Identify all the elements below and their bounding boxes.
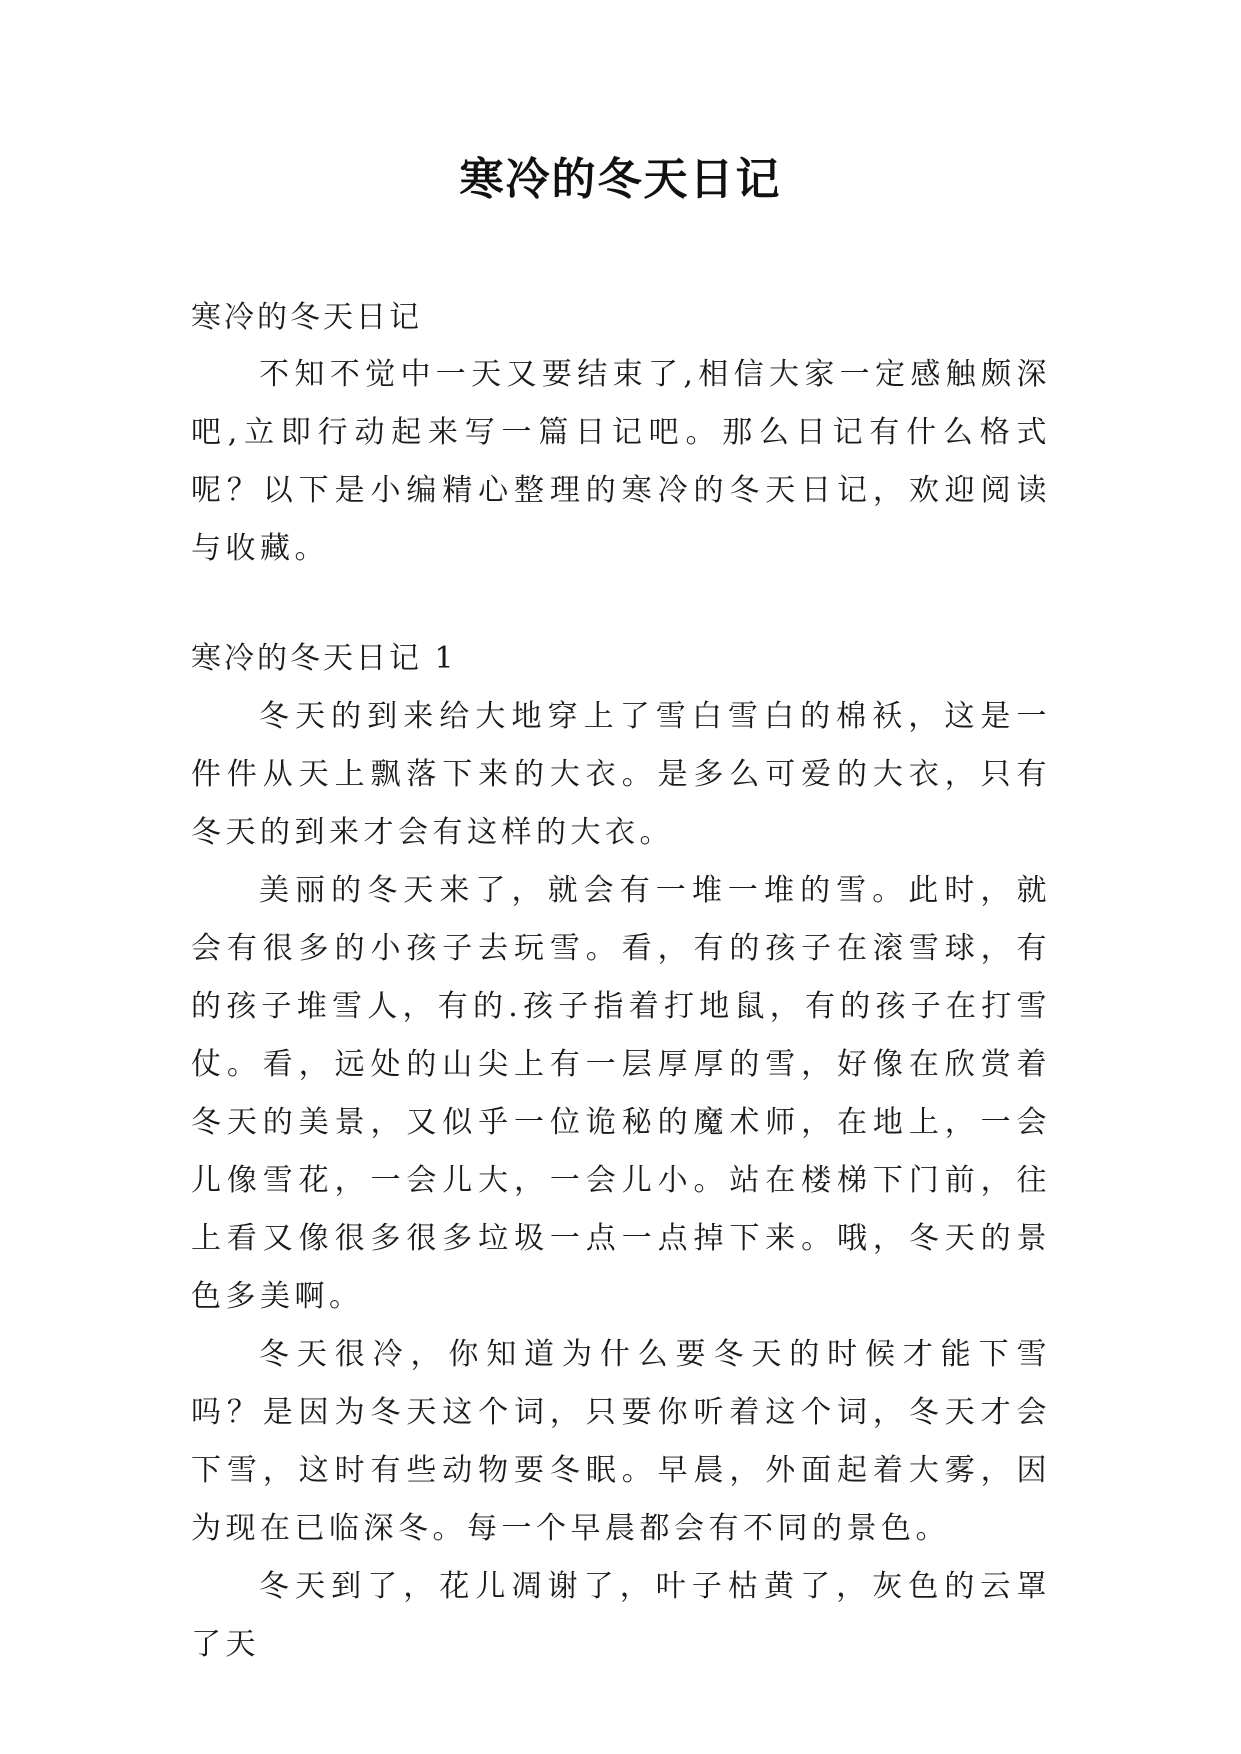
intro-paragraph: 不知不觉中一天又要结束了,相信大家一定感触颇深吧,立即行动起来写一篇日记吧。那么日记有什么格式呢？以下是小编精心整理的寒冷的冬天日记，欢迎阅读与收藏。 xyxy=(191,357,1051,566)
document-subtitle: 寒冷的冬天日记 xyxy=(191,300,422,335)
body-paragraph: 美丽的冬天来了，就会有一堆一堆的雪。此时，就会有很多的小孩子去玩雪。看，有的孩子在滚雪球，有的孩子堆雪人，有的.孩子指着打地鼠，有的孩子在打雪仗。看，远处的山尖上有一层厚厚的雪，好像在欣赏着冬天的美景，又似乎一位诡秘的魔术师，在地上，一会儿像雪花，一会儿大，一会儿小。站在楼梯下门前，往上看又像很多很多垃圾一点一点掉下来。哦，冬天的景色多美啊。 xyxy=(191,873,1051,1314)
body-paragraph: 冬天很冷，你知道为什么要冬天的时候才能下雪吗？是因为冬天这个词，只要你听着这个词，冬天才会下雪，这时有些动物要冬眠。早晨，外面起着大雾，因为现在已临深冬。每一个早晨都会有不同的景色。 xyxy=(191,1337,1051,1546)
body-paragraph: 冬天到了，花儿凋谢了，叶子枯黄了，灰色的云罩了天 xyxy=(191,1569,1051,1662)
section-heading: 寒冷的冬天日记 1 xyxy=(191,641,457,676)
document-title: 寒冷的冬天日记 xyxy=(459,154,782,205)
document-body xyxy=(191,290,1051,1674)
body-paragraph: 冬天的到来给大地穿上了雪白雪白的棉袄，这是一件件从天上飘落下来的大衣。是多么可爱的大衣，只有冬天的到来才会有这样的大衣。 xyxy=(191,699,1051,850)
section-paragraphs xyxy=(191,688,1051,1674)
